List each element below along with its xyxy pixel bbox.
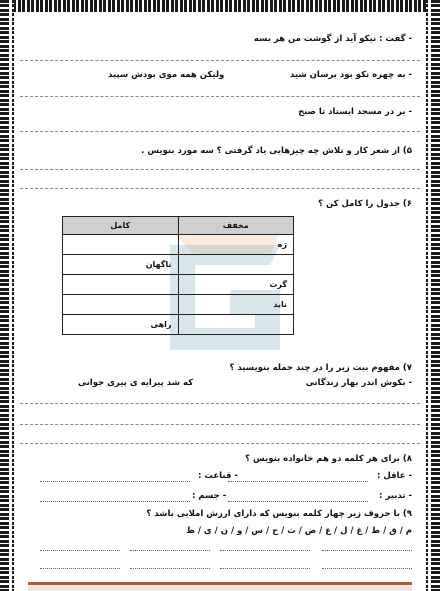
question-6: ۶) جدول را کامل کن ؟: [318, 199, 412, 209]
table-cell[interactable]: ناگهان: [63, 255, 179, 275]
table-header-row: [63, 217, 294, 235]
abbreviation-table: [62, 216, 294, 335]
page-border-right: [426, 0, 440, 591]
page-border-left: [0, 0, 14, 591]
answer-line: [20, 96, 420, 97]
table-row: [63, 315, 294, 335]
poem-line-1: - گفت : نیکو آید از گوشت من هر بسه: [253, 34, 412, 44]
table-cell[interactable]: ناید: [178, 295, 294, 315]
footer-strip: [28, 586, 412, 591]
question-8: ۸) برای هر کلمه دو هم خانواده بنویس ؟: [245, 454, 412, 464]
letter-list: م / ق / ط / غ / ل / ع / ض / ث / ح / س / و / ن / ی / ظ: [186, 526, 412, 536]
poem-line-3: - بر در مسجد ایستاد تا صبح: [298, 107, 412, 117]
word-tadbir: - تدبیر :: [379, 491, 412, 501]
table-cell[interactable]: گرت: [178, 275, 294, 295]
table-cell[interactable]: [63, 235, 179, 255]
table-cell[interactable]: [63, 275, 179, 295]
table-row: [63, 295, 294, 315]
word-jesm: - جسم :: [192, 491, 227, 501]
page-border-top: [0, 0, 440, 12]
header-full: کامل: [63, 217, 179, 235]
table-cell[interactable]: [178, 315, 294, 335]
table-cell[interactable]: [63, 295, 179, 315]
table-cell[interactable]: راهی: [63, 315, 179, 335]
verse-left: که شد پیرایه ی پیری جوانی: [78, 378, 194, 388]
word-qenaat: - قناعت :: [198, 471, 238, 481]
verse-right: - بکوش اندر بهار زندگانی: [305, 378, 412, 388]
answer-line: [20, 60, 420, 61]
poem-line-2-left: ولیکن همه موی بودش سپید: [108, 70, 225, 80]
poem-line-2-right: - به چهره نکو بود برسان شید: [289, 70, 412, 80]
answer-line: [20, 169, 420, 170]
table-row: [63, 255, 294, 275]
question-5: ۵) از شعر کار و تلاش چه چیزهایی یاد گرفتی ؟ سه مورد بنویس .: [141, 146, 412, 156]
question-9: ۹) با حروف زیر چهار کلمه بنویس که دارای ارزش املایی باشد ؟: [146, 509, 412, 519]
table-cell[interactable]: رَه: [178, 235, 294, 255]
answer-line: [20, 188, 420, 189]
table-row: [63, 275, 294, 295]
table-row: [63, 235, 294, 255]
footer-accent-bar: [28, 582, 412, 585]
answer-line: [20, 131, 420, 132]
word-aqel: - عاقل :: [377, 471, 412, 481]
table-cell[interactable]: [178, 255, 294, 275]
header-abbreviated: مخفف: [178, 217, 294, 235]
question-7: ۷) مفهوم بیت زیر را در چند جمله بنویسید ؟: [229, 363, 412, 373]
